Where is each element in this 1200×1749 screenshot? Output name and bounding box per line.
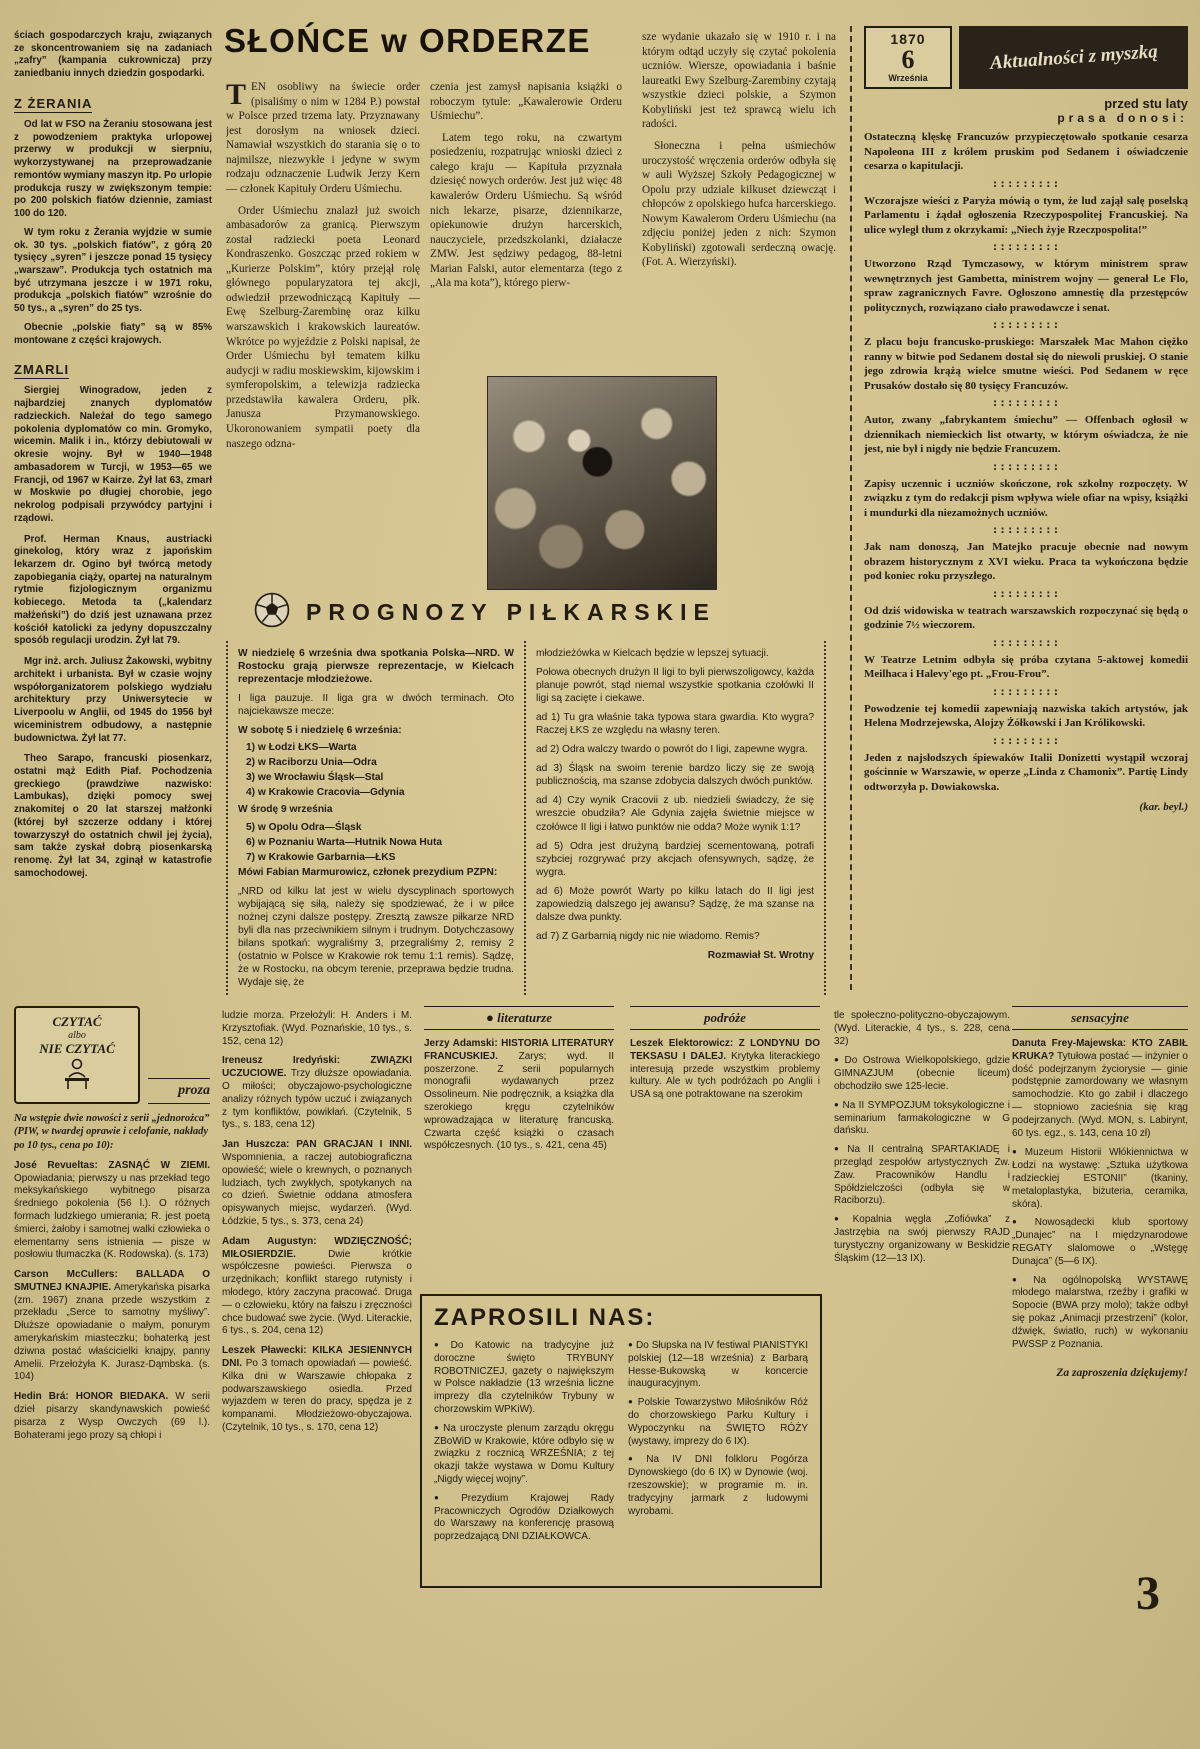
bullet-icon: ● [1012,1217,1032,1227]
history-subtitle-2: prasa donosi: [1057,111,1188,125]
book-review [14,1269,210,1384]
sensacyjne-label: sensacyjne [1012,1006,1188,1030]
bullet-icon: ● [834,1144,845,1154]
literaturze-label: ● literaturze [424,1006,614,1030]
thanks-note: Za zaproszenia dziękujemy! [1056,1367,1188,1380]
match-answer: ad 5) Odra jest drużyną bardziej scementowaną, potrafi szybciej rozgrywać przy akcjach ofensywnych, sądzę, że wygra. [536,840,814,878]
history-item [864,525,1188,584]
invitation-item [628,1397,808,1448]
history-header [864,26,1188,89]
dotted-separator: ::::::::: [991,586,1061,600]
history-item [864,635,1188,682]
podroze-review-tail: tle społeczno-polityczno-obyczajowym. (Wyd. Literackie, 4 tys., s. 228, cena 32) [834,1010,1010,1047]
review-body: Dwie krótkie współczesne powieści. Pierwsza o urzędnikach; konflikt starego rutynisty i młodego, który zaczyna pracować. Druga — o człowieku, który na fałszu i zręczności chce budować swe życie. (Wyd. Literackie, 6 tys., s. 204, cena 12) [222,1248,412,1337]
sensacyjne-column [1012,1006,1188,1606]
news-paragraph: Obecnie „polskie fiaty” są w 85% montowane z części krajowych. [14,321,212,346]
soccer-ball-icon [254,592,290,633]
dotted-separator: ::::::::: [991,396,1061,410]
book-review [222,1055,412,1132]
book-review [14,1391,210,1442]
invitation-text: Kopalnia węgla „Zofiówka” z Jastrzębia na swój pierwszy RAJD turystyczny organizowany w Beskidzie Śląskim (12—13 IX). [834,1214,1010,1264]
invitation-item [834,1214,1010,1265]
history-item-text: Powodzenie tej komedii zapewniają nazwiska takich artystów, jak Helena Modrzejewska, Alojzy Żółkowski i Jan Królikowski. [864,702,1188,730]
book-review [222,1345,412,1435]
proza-column-2 [222,1010,412,1738]
bullet-icon: ● [1012,1274,1031,1284]
review-lead: Leszek Elektorowicz: Z LONDYNU DO TEKSASU I DALEJ. [630,1038,820,1062]
history-item [864,733,1188,795]
page-number: 3 [1136,1567,1160,1620]
obituary-list [14,385,212,880]
obituary [14,534,212,649]
review-body: Krytyka literackiego interesują przede wszystkim problemy kultury. Ale w tych podróżach po Anglii i USA są one potraktowane na szerokim [630,1050,820,1101]
invitation-item [1012,1147,1188,1211]
match-answer: ad 1) Tu gra właśnie taka typowa stara gwardia. Kto wygra? Raczej ŁKS ze względu na własny teren. [536,712,814,737]
review-lead: Ireneusz Iredyński: ZWIĄZKI UCZUCIOWE. [222,1055,412,1080]
invitation-item [834,1100,1010,1138]
match-listing: 6) w Poznaniu Warta—Hutnik Nowa Huta [246,836,443,848]
football-title-row [226,592,826,633]
obituary-name: Siergiej Winogradow, [24,385,141,397]
article-paragraph: sze wydanie ukazało się w 1910 r. i na którym odtąd uczyły się czytać pokolenia uczniów. Wiersze, opowiadania i baśnie laureatki Ewy Szelburg-Zarembiny czytają wszystkie dzieci polskie, a Szymon Kobyliński jest też sprawcą wielu ich radości. [642,31,836,131]
podroze-label: podróże [630,1006,820,1030]
article-text: EN osobliwy na świecie order (pisaliśmy o nim w 1284 P.) powstał w Polsce przed trzema laty. Przyznawany jest dorosłym na wniosek dzieci. Namawiał wszystkich do starania się o to najmilsze, niezwykłe i jedyne w swym rodzaju odznaczenie Ludwik Jerzy Kern — członek Kapituły Orderu Uśmiechu. [226,81,420,195]
dotted-separator: ::::::::: [991,684,1061,698]
article-column-2 [430,80,622,368]
weekend-matches-heading: W sobotę 5 i niedzielę 6 września: [238,725,402,737]
obituary-name: Prof. Herman Knaus, [24,533,150,545]
invitation-item [628,1340,808,1391]
ceremony-photo [487,376,717,590]
article-column-3 [642,30,836,372]
book-review [630,1038,820,1102]
match-answer: ad 2) Odra walczy twardo o powrót do I ligi, zapewne wygra. [536,744,808,756]
history-item-text: Jeden z najsłodszych śpiewaków Italii Donizetti wystąpił wczoraj gościnnie w Warszawie, w operze „Linda z Chamonix”. Partię Lindy odtworzyła p. Dowiakowska. [864,751,1188,793]
logo-line-1: CZYTAĆ [52,1014,102,1029]
review-lead: Jan Huszcza: PAN GRACJAN I INNI. [222,1139,412,1151]
review-body: Po 3 tomach opowiadań — powieść. Kilka dni w Warszawie chłopaka z podwarszawskiego osiedla. Przed wyjazdem w teren do pracy, spędza je z kompanami. Młodzieżowo-obyczajowa. (Czytelnik, 10 tys., s. 170, cena 12) [222,1357,412,1433]
book-review [1012,1038,1188,1140]
match-listing: 3) we Wrocławiu Śląsk—Stal [246,772,384,784]
book-review [14,1160,210,1262]
match-listing: 5) w Opolu Odra—Śląsk [246,821,362,833]
history-item-list [864,130,1188,795]
review-lead: Leszek Pławecki: KILKA JESIENNYCH DNI. [222,1345,412,1369]
invitation-text: Polskie Towarzystwo Miłośników Róż do chorzowskiego Parku Kultury i Wypoczynku na ŚWIĘTO RÓŻY (wystawy, imprezy do 6 IX). [628,1397,808,1447]
invitation-text: Do Katowic na tradycyjne już doroczne święto TRYBUNY ROBOTNICZEJ, gazety o największym w Polsce nakładzie (13 września liczne imprezy dla czytelników Trybuny w chorzowskim WPKiW). [434,1340,614,1415]
carryover-paragraph: ściach gospodarczych kraju, związanych ze skoncentrowaniem się na zadaniach „zafry” (kampania cukrownicza) przy zaniedbaniu innych dziedzin gospodarki. [14,30,212,80]
bullet-icon: ● [628,1454,644,1464]
match-listing: 1) w Łodzi ŁKS—Warta [246,742,357,754]
invitation-text: Do Słupska na IV festiwal PIANISTYKI polskiej (12—18 września) z Barbarą Hesse-Bukowską w koncercie inauguracyjnym. [628,1340,808,1390]
dotted-separator: ::::::::: [991,635,1061,649]
match-answer-list [536,711,814,943]
invitation-text: Do Ostrowa Wielkopolskiego, gdzie GIMNAZJUM (obecnie liceum) obchodziło swe 125-lecie. [834,1055,1010,1092]
aktualnosci-logo [959,26,1188,89]
review-lead: José Revueltas: ZASNĄĆ W ZIEMI. [14,1159,210,1171]
news-paragraph: W tym roku z Żerania wyjdzie w sumie ok. 30 tys. „polskich fiatów”, z górą 20 tysięcy „syren” i jeszcze ponad 15 tysięcy „warszaw”. Produkcja tych ostatnich ma być utrzymana jeszcze i w 1971 roku, produkcja „polskich fiatów” wzrośnie do 50 tys., a „syren” do 25 tys. [14,226,212,315]
review-body: Zarys; wyd. II poszerzone. Z serii popularnych monografii wydawanych przez Ossolineum. Nie podręcznik, a książka dla szerokiego kręgu czytelników wprowadzająca w literaturę francuską. Czwarta część książki o czasach współczesnych. (10 tys., s. 421, cena 45) [424,1050,614,1152]
obituary-text: francuski piosenkarz, ostatni mąż Edith Piaf. Pochodzenia greckiego (prawdziwe nazwisko: Lambukas), dzięki pomocy swej znakomitej o 20 lat starszej małżonki (której był szczerze oddany i której towarzyszył do ostatnich chwil jej życia), sam także zyskał dobrą piosenkarską renomę. Żył lat 34, zginął w katastrofie samochodowej. [14,753,212,879]
bullet-icon: ● [834,1055,842,1065]
dotted-separator: ::::::::: [991,240,1061,254]
obituary-name: Mgr inż. arch. Juliusz Żakowski, [24,656,173,668]
football-intro-2: I liga pauzuje. II liga gra w dwóch terminach. Oto najciekawsze mecze: [238,693,514,718]
review-body: Amerykańska pisarka (zm. 1967) znana przede wszystkim z przekładu „Serce to samotny myśliwy”. Dłuższe opowiadanie o małym, ponurym amerykańskim miasteczku; bohaterką jest dziwna postać właścicielki knajpy, panny Amelii. Przełożyła K. Jurasz-Dąmbska. (s. 104) [14,1281,210,1383]
zaprosili-nas-box [420,1294,822,1588]
history-item [864,684,1188,731]
proza-column [14,1006,210,1606]
football-column-2 [526,641,826,995]
match-answer: ad 3) Śląsk na swoim terenie bardzo liczy się ze swoją publicznością, ma szanse zdobycia dalszych dwóch punktów. [536,763,814,788]
drop-cap: T [226,80,247,111]
invitation-text: Nowosądecki klub sportowy „Dunajec” na I międzynarodowe REGATY slalomowe o „Wstęgę Dunajca” (5—6 IX). [1012,1217,1188,1267]
history-item-text: Utworzono Rząd Tymczasowy, w którym ministrem spraw wewnętrznych jest Gambetta, ministrem wojny — generał Le Flo, spraw zagranicznych Favre. Ogłoszono amnestię dla przestępców politycznych, rozwiązano ciało prawodawcze i senat. [864,258,1188,314]
weekend-match-list [238,741,514,799]
interviewer-signature: Rozmawiał St. Wrotny [707,949,814,961]
bullet-icon: ● [1012,1147,1022,1157]
invitation-text: Na II SYMPOZJUM toksykologiczne i seminarium farmakologiczne w G dańsku. [834,1099,1010,1137]
history-subtitle-1: przed stu laty [1104,96,1188,111]
invitation-list-right [628,1340,808,1550]
history-item-text: Z placu boju francusko-pruskiego: Marszałek Mac Mahon ciężko ranny w bitwie pod Sedanem dostał się do niewoli pruskiej. O stanie jego zdrowia krążą wielce smutne wieści. Pod Sedanem w ręce Prusaków dostało się 80 tysięcy Francuzów. [864,336,1188,392]
proza-review-list [14,1160,210,1443]
history-item-text: Wczorajsze wieści z Paryża mówią o tym, że lud zajął salę poselską Parlamentu i żądał ogłoszenia Rzeczypospolitej Francuskiej. Na ulice wyległ tłum z okrzykami: „Niech żyje Rzeczpospolita!” [864,194,1188,236]
obituary-text: austriacki ginekolog, który wraz z japońskim lekarzem dr. Ogino był twórcą metody zapobiegania ciąży, opartej na naturalnym rytmie fizjologicznym organizmu kobiecego. Metoda ta („kalendarz małżeński”) do dziś jest uznawana przez kościół katolicki za jedyny dopuszczalny sposób regulacji urodzin. Żył lat 79. [14,533,212,647]
invitation-item [434,1423,614,1487]
football-section-title: PROGNOZY PIŁKARSKIE [306,599,716,625]
invitation-text: Prezydium Krajowej Rady Pracowniczych Ogrodów Działkowych do Warszawy na konferencję prasową poprzedzającą DNI DZIAŁKOWCA. [434,1492,614,1543]
history-item [864,320,1188,393]
history-item [864,130,1188,174]
match-answer: ad 6) Może powrót Warty po kilku latach do II ligi jest zapowiedzią dalszego jej awansu? Sądzę, że ma szanse na dalsze dwa punkty. [536,885,814,923]
history-item-text: Od dziś widowiska w teatrach warszawskich rozpoczynać się będą o godzinie 7½ wieczorem. [864,604,1188,632]
bullet-icon: ● [834,1214,850,1224]
article-paragraph [226,80,420,197]
review-lead: Carson McCullers: BALLADA O SMUTNEJ KNAJPIE. [14,1269,210,1293]
match-listing: 4) w Krakowie Cracovia—Gdynia [246,787,405,799]
interview-quote: młodzieżówka w Kielcach będzie w lepszej sytuacji. [536,648,769,659]
history-item [864,176,1188,238]
dotted-separator: ::::::::: [991,523,1061,537]
invitation-text: Na IV DNI folkloru Pogórza Dynowskiego (do 6 IX) w Dynowie (woj. rzeszowskie); w programie m. in. tradycyjny jarmark z ludowymi wyrobami. [628,1454,808,1517]
invitation-item [434,1340,614,1417]
invitation-text: Na uroczyste plenum zarządu okręgu ZBoWiD w Krakowie, które odbyło się w związku z rocznicą WRZEŚNIA; z tej okazji także wystawa w Domu Kultury „Nigdy więcej wojny”. [434,1422,614,1485]
history-item-text: Ostateczną klęskę Francuzów przypieczętowało spotkanie cesarza Napoleona III z królem pruskim pod Sedanem i oświadczenie cesarza o kapitulacji. [864,131,1188,173]
football-columns [226,641,826,995]
interview-lead: Mówi Fabian Marmurowicz, członek prezydium PZPN: [238,866,498,878]
invitation-item [628,1454,808,1518]
history-item-text: Autor, zwany „fabrykantem śmiechu” — Offenbach ogłosił w dziennikach niemieckich list otwarty, w którym oświadcza, że nie jest, nie był i nigdy nie będzie Francuzem. [864,414,1188,456]
review-lead: Adam Augustyn: WDZIĘCZNOŚĆ; MIŁOSIERDZIE. [222,1235,412,1260]
main-headline: SŁOŃCE w ORDERZE [224,22,591,59]
logo-line-2: albo [68,1030,86,1041]
reader-icon [57,1083,97,1094]
review-lead: Jerzy Adamski: HISTORIA LITERATURY FRANCUSKIEJ. [424,1038,614,1062]
review-continuation: ludzie morza. Przełożyli: H. Anders i M. Krzysztofiak. (Wyd. Poznańskie, 10 tys., s. 152, cena 12) [222,1010,412,1047]
article-paragraph: Latem tego roku, na czwartym posiedzeniu, rozpatrując wnioski dzieci z całego kraju — Kapituła przyznała dziesięć nowych orderów. Jest już więc 48 kawalerów Orderu Uśmiechu. Są wśród nich lekarze, pisarze, dziennikarze, opiekunowie drużyn harcerskich, nauczyciele, przedszkolanki, działacze ZMW. Jest sędziwy pedagog, 88-letni Marian Falski, autor elementarza (tego z „Ala ma kota”), którego pierw- [430,131,622,290]
review-body: Wspomnienia, a raczej autobiograficzna opowieść; wiele o krewnych, o poznanych ludziach, tych zwykłych, spotykanych na co dzień. Świetnie oddana atmosfera opisywanych miejsc, wydarzeń. (Wyd. Łódzkie, 5 tys., s. 373, cena 24) [222,1151,412,1227]
review-body: Tytułowa postać — inżynier o dość podejrzanym życiorysie — ginie podstępnie zamordowany we własnym samochodzie. Kto go zabił i dlaczego — stopniowo zacieśnia się krąg podejrzanych. (Wyd. MON, s. Labirynt, 60 tys. egz., s. 143, cena 10 zł) [1012,1050,1188,1139]
book-review [222,1139,412,1229]
proza-review-list-2 [222,1055,412,1434]
bullet-icon: ● [628,1397,635,1407]
history-item [864,459,1188,521]
invitation-list-left [434,1340,614,1550]
invitation-item [834,1144,1010,1208]
football-column-1 [226,641,526,995]
invitation-item [834,1055,1010,1093]
review-lead: Danuta Frey-Majewska: KTO ZABIŁ KRUKA? [1012,1038,1188,1062]
czytac-header-row [14,1006,210,1104]
history-signature: (kar. beyl.) [1139,800,1188,813]
date-day: 6 [901,45,915,74]
dotted-separator: ::::::::: [991,176,1061,190]
invitation-extra-list-right [1012,1147,1188,1351]
wednesday-match-list [238,821,514,864]
match-listing: 7) w Krakowie Garbarnia—ŁKS [246,851,396,863]
interview-quote: Połowa obecnych drużyn II ligi to byli pierwszoligowcy, każda planuje powrót, stąd niemal wszystkie spotkania czołówki II ligi są zacięte i ciekawe. [536,667,814,705]
match-answer: ad 4) Czy wynik Cracovii z ub. niedzieli świadczy, że się wreszcie obudziła? Ale Gdynia zajęła świetnie miejsce w czołówce II ligi i łatwo punktów nie odda? Może wynik 1:1? [536,795,814,833]
book-review [222,1236,412,1338]
logo-line-3: NIE CZYTAĆ [39,1041,115,1056]
history-item [864,586,1188,633]
bullet-icon: ● [628,1340,633,1349]
review-body: W serii dzieł pisarzy skandynawskich powieść pisarza z Wysp Owczych (69 l.). Bohaterami jego prozy są chłopi i [14,1391,210,1441]
zaprosili-columns [434,1340,808,1550]
football-intro: W niedzielę 6 września dwa spotkania Polska—NRD. W Rostocku grają pierwsze reprezentacje, w Kielcach reprezentacje młodzieżowe. [238,648,514,686]
proza-label: proza [148,1078,210,1104]
history-item [864,398,1188,457]
proza-intro: Na wstępie dwie nowości z serii „jednorożca” (PIW, w twardej oprawie i celofanie, nakłady po 10 tys., cena po 10): [14,1112,210,1152]
obituary [14,656,212,745]
history-item-text: Jak nam donoszą, Jan Matejko pracuje obecnie nad nowym obrazem historycznym z XVI wieku. Praca ta wykończona będzie pod koniec roku przyszłego. [864,541,1188,583]
bullets-column-left [834,1010,1010,1588]
article-column-1 [226,80,420,585]
bullet-icon: ● [434,1492,459,1502]
dotted-separator: ::::::::: [991,733,1061,747]
obituary [14,753,212,880]
date-year: 1870 [890,31,926,47]
history-item-text: Zapisy uczennic i uczniów skończone, rok szkolny rozpoczęty. W związku z tym do redakcji pism wpływa wiele ofiar na wpisy, książki i mundurki dla niezamożnych uczniów. [864,477,1188,519]
obituary-text: wybitny architekt i urbanista. Był w czasie wojny współorganizatorem polskiego wydziału architektury przy Uniwersytecie w Liverpoolu w Anglii, od 1945 do 1956 był wiceministrem odbudowy, a następnie budownictwa. Żył lat 77. [14,656,212,744]
dotted-separator: ::::::::: [991,459,1061,473]
invitation-item [1012,1275,1188,1352]
book-review [424,1038,614,1153]
match-listing: 2) w Raciborzu Unia—Odra [246,757,377,769]
review-lead: Hedin Brá: HONOR BIEDAKA. [14,1391,169,1403]
article-paragraph: Order Uśmiechu znalazł już swoich ambasadorów za granicą. Pierwszym został radziecki poeta Leonard Kondraszenko. Goszcząc przed rokiem w „Kurierze Polskim”, który przejął rolę głównego popularyzatora tej akcji, odwiedził przewodniczącą Kapituły — Ewę Szelburg-Zarembinę oraz kilku warszawskich i krakowskich laureatów. Wkrótce po wyjeździe z Polski napisał, że Order Uśmiechu był tematem kilku audycji w radiu moskiewskim, kijowskim i symferopolskim, a telewizja radziecka przedstawiła kawalera Orderu, płk. Janusza Przymanowskiego. Ukoronowaniem sympatii poety dla naszego odzna- [226,204,420,450]
obituary-name: Theo Sarapo, [24,753,94,765]
history-column [850,26,1188,990]
invitation-text: Na II centralną SPARTAKIADĘ i przegląd zespołów artystycznych Zw. Zaw. Pracowników Handlu i Spółdzielczości (odbyła się w Raciborzu). [834,1144,1010,1207]
invitation-item [434,1493,614,1544]
review-body: Trzy dłuższe opowiadania. O miłości; obyczajowo-psychologiczne analizy różnych typów uczuć i związanych z tym konfliktów, powikłań. (Czytelnik, 5 tys., s. 183, cena 12) [222,1068,412,1131]
history-item-text: W Teatrze Letnim odbyła się próba czytana 5-aktowej komedii Meilhaca i Halevy'ego pt. „Frou-Frou”. [864,653,1188,681]
logo-script-text: Aktualności z myszką [988,40,1158,74]
review-body: Opowiadania; pierwszy u nas przekład tego meksykańskiego wybitnego pisarza średniego pokolenia (56 l.). O różnych formach ludzkiego umierania; R. jest poetą śmierci, żałoby i samotnej walki człowieka o elementarny sens istnienia — pisze w posłowiu tłumaczka (K. Rodowska). (s. 173) [14,1172,210,1261]
article-paragraph: Słoneczna i pełna uśmiechów uroczystość wręczenia orderów odbyła się w auli Wyższej Szkoły Pedagogicznej w Opolu przy udziale kilkuset dziewcząt i chłopców z opolskiego hufca harcerskiego. Nowym Kawalerom Orderu Uśmiechu (na zdjęciu poniżej jeden z nich: Szymon Kobyliński) zgotowali serdeczną owację. (Fot. A. Wierzyński). [642,139,836,269]
obituary [14,385,212,525]
section-heading-zerania: Z ŻERANIA [14,95,93,111]
invitation-item [1012,1217,1188,1268]
article-paragraph: czenia jest zamysł napisania książki o roboczym tytule: „Kawalerowie Orderu Uśmiechu”. [430,81,622,123]
interview-quote: „NRD od kilku lat jest w wielu dyscyplinach sportowych wybijającą się siłą, należy się spodziewać, że i w piłce nożnej czyni dalsze postępy. Zresztą zawsze piłkarze NRD byli dla nas przeciwnikiem silnym i trudnym. Dotychczasowy bilans spotkań: wygraliśmy 3, przegraliśmy 2, remisy 2 (ostatnio w Polsce w Krakowie rok temu 1:1 remis). Sądzę, że w Rostocku, na obcym terenie, przeprawa będzie trudna. Wydaje się, że [238,885,514,989]
literaturze-column [424,1006,614,1288]
wednesday-matches-heading: W środę 9 września [238,804,333,816]
section-heading-zmarli: ZMARLI [14,362,70,378]
zerania-paragraph-list [14,119,212,347]
zaprosili-title: ZAPROSILI NAS: [434,1304,656,1331]
match-answer: ad 7) Z Garbarnią nigdy nic nie wiadomo. Remis? [536,930,760,942]
bullet-icon: ● [434,1422,441,1432]
news-paragraph: Od lat w FSO na Żeraniu stosowana jest z powodzeniem praktyka urlopowej przerwy w produkcji w sierpniu, wykorzystywanej na przeprowadzanie remontów wymiany maszyn itp. Po urlopie produkcja ruszy w zwiększonym tempie: po 200 polskich fiatów dziennie, zamiast 100 do 120. [14,118,212,220]
bullet-icon: ● [834,1099,840,1109]
invitation-extra-list-left [834,1055,1010,1265]
date-box [864,26,952,89]
left-news-column [14,30,212,1002]
football-forecast-section [226,592,826,995]
bullet-icon: ● [434,1340,448,1349]
dotted-separator: ::::::::: [991,318,1061,332]
podroze-column [630,1006,820,1288]
czytac-albo-nie-czytac-logo [14,1006,140,1104]
invitation-text: Muzeum Historii Włókiennictwa w Łodzi na wystawę: „Sztuka użytkowa radzieckiej ESTONII” (tkaniny, metaloplastyka, biżuteria, ceramika, skóra). [1012,1147,1188,1210]
obituary-text: jeden z najbardziej znanych dyplomatów radzieckich. Należał do tego samego pokolenia dyplomatów co min. Gromyko, wicemin. Malik i in., którzy debiutowali w okresie wojny. Był w 1940—1948 ambasadorem w Turcji, w 1953—65 we Francji, od 1967 w Kairze. Żył lat 63, zmarł w Moskwie po długiej chorobie, jego nekrolog podpisali przywódcy partyjni i rządowi. [14,385,212,524]
history-item [864,242,1188,315]
invitation-text: Na ogólnopolską WYSTAWĘ młodego malarstwa, rzeźby i grafiki w Sopocie (BWA przy molo); także odbył się pokaz „Animacji przestrzeni” (kolor, dźwięk, światło, ruch) w wykonaniu PWSSP z Poznania. [1012,1274,1188,1350]
date-month: Września [888,73,928,83]
